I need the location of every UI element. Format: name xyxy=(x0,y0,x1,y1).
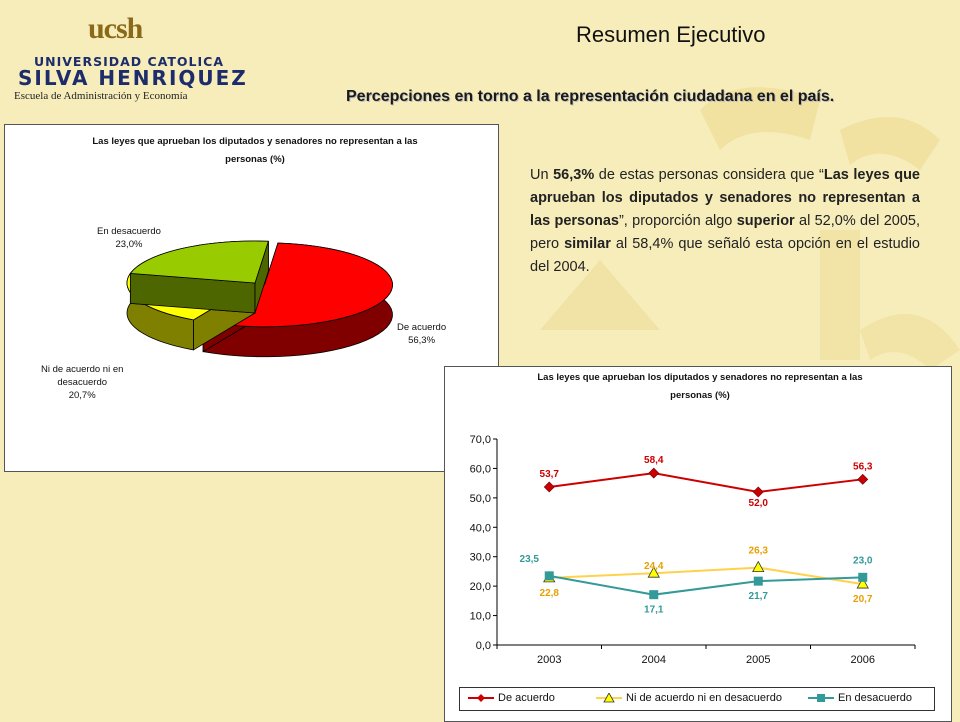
legend-label: En desacuerdo xyxy=(838,692,912,704)
y-tick-label: 20,0 xyxy=(469,581,491,594)
university-name-line2: SILVA HENRIQUEZ xyxy=(18,66,248,90)
pie-label-de-acuerdo xyxy=(397,321,446,347)
pie-label-name: Ni de acuerdo ni en xyxy=(41,364,124,375)
summary-paragraph xyxy=(530,164,920,279)
data-label: 26,3 xyxy=(748,545,768,557)
legend-label: Ni de acuerdo ni en desacuerdo xyxy=(626,692,782,704)
summary-text: al 52,0% del 2005, pero xyxy=(530,213,920,252)
pie-label-ni-de-acuerdo xyxy=(41,363,123,402)
data-point xyxy=(649,590,658,599)
pie-chart-title-line1: Las leyes que aprueban los diputados y senadores no representan a las xyxy=(92,136,418,147)
university-name-line1: UNIVERSIDAD CATOLICA xyxy=(34,54,225,69)
y-tick-label: 0,0 xyxy=(475,640,491,652)
data-label: 22,8 xyxy=(539,587,559,599)
data-label: 17,1 xyxy=(644,604,664,616)
pie-chart-title-line2: personas (%) xyxy=(225,154,285,165)
pie-label-en-desacuerdo xyxy=(97,225,161,251)
legend-item xyxy=(468,692,555,704)
data-label: 24,4 xyxy=(644,561,664,573)
summary-highlight: 56,3% xyxy=(553,167,595,183)
line-chart-panel xyxy=(444,366,952,722)
data-point xyxy=(544,482,554,492)
y-tick-label: 70,0 xyxy=(469,434,491,446)
pie-label-value: 20,7% xyxy=(68,390,96,401)
line-chart xyxy=(445,367,951,683)
x-tick-label: 2003 xyxy=(537,654,562,666)
university-logo xyxy=(8,8,248,104)
data-point xyxy=(545,571,554,580)
data-point xyxy=(858,573,867,582)
pie-label-name: De acuerdo xyxy=(397,322,447,333)
x-tick-label: 2005 xyxy=(746,654,771,666)
x-tick-label: 2004 xyxy=(641,654,666,666)
y-tick-label: 30,0 xyxy=(469,551,491,564)
page-subtitle: Percepciones en torno a la representación ciudadana en el país. xyxy=(346,88,835,105)
data-point xyxy=(858,474,868,484)
legend-triangle-marker xyxy=(596,693,622,703)
summary-text: Un xyxy=(530,167,554,183)
summary-text: de estas personas considera que “ xyxy=(594,167,824,183)
legend-item xyxy=(596,692,782,704)
summary-highlight: Las leyes que aprueban los diputados y senadores no representan a las personas xyxy=(530,167,920,229)
summary-text: al 58,4% que señaló esta opción en el estudio del 2004. xyxy=(530,236,920,275)
y-tick-label: 60,0 xyxy=(469,463,491,476)
summary-highlight: similar xyxy=(564,236,611,252)
chart-legend xyxy=(459,687,935,711)
pie-label-value: 23,0% xyxy=(115,239,143,250)
data-point xyxy=(753,487,763,497)
y-tick-label: 40,0 xyxy=(469,522,491,535)
legend-label: De acuerdo xyxy=(498,692,555,704)
data-label: 53,7 xyxy=(539,468,559,480)
logo-wordmark: ucsh xyxy=(88,12,143,45)
line-chart-title-line1: Las leyes que aprueban los diputados y senadores no representan a las xyxy=(537,372,863,383)
series-line xyxy=(549,473,863,492)
line-chart-title-line2: personas (%) xyxy=(670,390,730,401)
summary-highlight: superior xyxy=(736,213,795,229)
data-label: 58,4 xyxy=(644,455,664,467)
summary-text: ”, proporción algo xyxy=(618,213,737,229)
page-title: Resumen Ejecutivo xyxy=(576,22,766,47)
data-label: 21,7 xyxy=(748,591,768,603)
pie-chart xyxy=(5,125,498,471)
x-tick-label: 2006 xyxy=(850,654,875,666)
pie-label-name: desacuerdo xyxy=(57,377,108,388)
pie-chart-panel xyxy=(4,124,499,472)
legend-diamond-marker xyxy=(468,693,494,703)
y-tick-label: 50,0 xyxy=(469,492,491,505)
data-point xyxy=(754,577,763,586)
series-line xyxy=(549,576,863,595)
data-label: 23,0 xyxy=(853,555,873,567)
data-point xyxy=(649,468,659,478)
data-point xyxy=(753,562,764,572)
data-label: 52,0 xyxy=(748,497,768,509)
data-label: 23,5 xyxy=(519,553,539,565)
school-name: Escuela de Administración y Economía xyxy=(14,90,188,102)
series-line xyxy=(549,568,863,584)
legend-square-marker xyxy=(808,693,834,703)
data-label: 56,3 xyxy=(853,461,873,473)
data-label: 20,7 xyxy=(853,594,873,606)
pie-slice xyxy=(130,241,268,313)
legend-item xyxy=(808,692,912,704)
y-tick-label: 10,0 xyxy=(469,610,491,623)
pie-label-name: En desacuerdo xyxy=(97,226,161,237)
pie-label-value: 56,3% xyxy=(408,335,436,346)
